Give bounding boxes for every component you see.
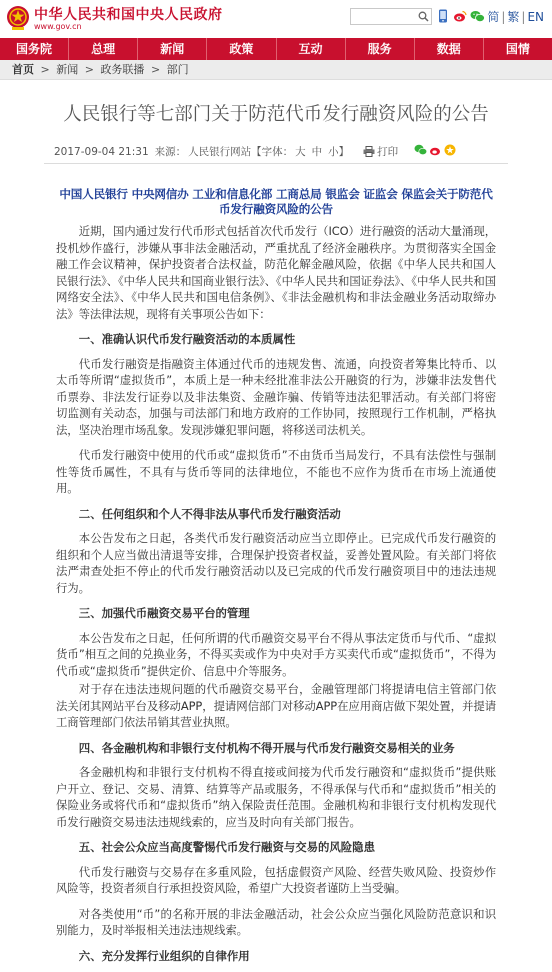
article-date: 2017-09-04 21:31: [54, 145, 149, 158]
share-wechat-icon[interactable]: [414, 144, 427, 159]
nav-item-state-council[interactable]: 国务院: [0, 38, 69, 60]
wechat-icon[interactable]: [470, 9, 484, 23]
font-size-close: 】: [338, 146, 350, 158]
article-meta: [54, 144, 464, 159]
article-paragraph: 对各类使用“币”的名称开展的非法金融活动，社会公众应当强化风险防范意识和识别能力，及时举报相关违法违规线索。: [56, 906, 496, 937]
site-url[interactable]: www.gov.cn: [34, 22, 82, 31]
share-buttons: [414, 144, 458, 159]
breadcrumb-arrow: >: [40, 63, 50, 76]
article-paragraph: 代币发行融资中使用的代币或“虚拟货币”不由货币当局发行，不具有法偿性与强制性等货币属性，不具有与货币等同的法律地位，不能也不应作为货币在市场上流通使用。: [56, 448, 496, 495]
printer-icon: [363, 146, 375, 157]
section-heading: 一、准确认识代币发行融资活动的本质属性: [78, 332, 296, 346]
nav-item-national-profile[interactable]: 国情: [505, 42, 530, 56]
article-source[interactable]: 人民银行网站: [188, 146, 252, 158]
mobile-icon[interactable]: [436, 9, 450, 23]
lang-simplified[interactable]: 简: [487, 9, 500, 24]
article-issuers: 中国人民银行 中央网信办 工业和信息化部 工商总局 银监会 证监会 保监会关于防范代币发行融资风险的公告: [59, 187, 493, 216]
font-size-large[interactable]: 大: [295, 146, 306, 158]
article-body: [56, 187, 496, 972]
nav-item-news[interactable]: 新闻: [138, 38, 207, 60]
breadcrumb-departments[interactable]: 部门: [166, 63, 189, 76]
breadcrumb-government-affairs[interactable]: 政务联播: [100, 63, 145, 76]
weibo-icon[interactable]: [453, 9, 467, 23]
font-size-medium[interactable]: 中: [311, 146, 323, 158]
lang-separator: |: [501, 9, 506, 24]
article-paragraph: 近期，国内通过发行代币形式包括首次代币发行（ICO）进行融资的活动大量涌现，投机炒作盛行，涉嫌从事非法金融活动，严重扰乱了经济金融秩序。为贯彻落实全国金融工作会议精神，保护投资者合法权益，防范化解金融风险，依据《中华人民共和国人民银行法》、《中华人民共和国商业银行法》、《中华人民共和国证券法》、《中华人民共和国网络安全法》、《中华人民共和国电信条例》、《非法金融机构和非法金融业务活动取缔办法》等法律法规，现将有关事项公告如下：: [56, 224, 497, 321]
article-paragraph: 代币发行融资与交易存在多重风险，包括虚假资产风险、经营失败风险、投资炒作风险等，投资者须自行承担投资风险，希望广大投资者谨防上当受骗。: [56, 864, 496, 895]
nav-item-services[interactable]: 服务: [346, 38, 415, 60]
section-heading: 四、各金融机构和非银行支付机构不得开展与代币发行融资交易相关的业务: [78, 740, 455, 755]
article-paragraph: 本公告发布之日起，任何所谓的代币融资交易平台不得从事法定货币与代币、“虚拟货币”相互之间的兑换业务，不得买卖或作为中央对手方买卖代币或“虚拟货币”，不得为代币或“虚拟货币”提供定价、信息中介等服务。: [56, 630, 496, 678]
print-button[interactable]: [363, 144, 398, 159]
nav-item-data[interactable]: 数据: [415, 38, 484, 60]
article-paragraph: 本公告发布之日起，各类代币发行融资活动应当立即停止。已完成代币发行融资的组织和个人应当做出清退等安排，合理保护投资者权益，妥善处置风险。有关部门将依法严肃查处拒不停止的代币发行融资活动以及已完成的代币发行融资项目中的违法违规行为。: [56, 531, 496, 595]
section-heading: 五、社会公众应当高度警惕代币发行融资与交易的风险隐患: [78, 840, 375, 854]
breadcrumb-news[interactable]: 新闻: [56, 63, 79, 76]
breadcrumb-arrow: >: [84, 63, 94, 76]
article-paragraph: 各金融机构和非银行支付机构不得直接或间接为代币发行融资和“虚拟货币”提供账户开立、登记、交易、清算、结算等产品或服务，不得承保与代币和“虚拟货币”相关的保险业务或将代币和“虚拟货币”纳入保险责任范围。金融机构和非银行支付机构发现代币发行融资交易违法违规线索的，应当及时向有关部门报告。: [56, 765, 496, 829]
section-heading: 三、加强代币融资交易平台的管理: [78, 606, 250, 620]
language-switch: [487, 8, 544, 25]
source-label: 来源：: [154, 146, 187, 158]
title-divider: [44, 163, 508, 164]
lang-english[interactable]: EN: [527, 9, 544, 24]
font-size-label: 【字体：: [251, 146, 294, 158]
header-tools: [350, 7, 544, 25]
nav-item-interaction[interactable]: 互动: [277, 38, 346, 60]
article-paragraph: 代币发行融资是指融资主体通过代币的违规发售、流通，向投资者筹集比特币、以太币等所谓“虚拟货币”，本质上是一种未经批准非法公开融资的行为，涉嫌非法发售代币票券、非法发行证券以及非法集资、金融诈骗、传销等违法犯罪活动。有关部门将密切监测有关动态，加强与司法部门和地方政府的工作协同，按照现行工作机制，严格执法，坚决治理市场乱象。发现涉嫌犯罪问题，将移送司法机关。: [56, 356, 496, 437]
breadcrumb: [0, 60, 552, 80]
search-icon[interactable]: [418, 11, 429, 22]
breadcrumb-home[interactable]: 首页: [12, 63, 34, 76]
section-heading: 六、充分发挥行业组织的自律作用: [78, 948, 250, 963]
font-size-small[interactable]: 小: [328, 146, 339, 158]
share-qzone-icon[interactable]: [444, 144, 456, 159]
national-emblem-icon[interactable]: [6, 5, 30, 31]
lang-traditional[interactable]: 繁: [507, 9, 520, 24]
site-header: [0, 0, 552, 36]
section-heading: 二、任何组织和个人不得非法从事代币发行融资活动: [78, 506, 341, 521]
print-label: 打印: [377, 146, 399, 158]
share-weibo-icon[interactable]: [429, 144, 442, 159]
nav-item-premier[interactable]: 总理: [69, 38, 138, 60]
site-name[interactable]: 中华人民共和国中央人民政府: [34, 7, 223, 23]
breadcrumb-arrow: >: [150, 63, 161, 76]
page-title: 人民银行等七部门关于防范代币发行融资风险的公告: [63, 104, 489, 125]
main-nav: [0, 38, 552, 60]
article-paragraph: 对于存在违法违规问题的代币融资交易平台，金融管理部门将提请电信主管部门依法关闭其网站平台及移动APP，提请网信部门对移动APP在应用商店做下架处置，并提请工商管理部门依法吊销其营业执照。: [56, 682, 496, 729]
nav-item-policy[interactable]: 政策: [207, 38, 276, 60]
lang-separator: |: [521, 9, 526, 24]
search-input[interactable]: [350, 8, 432, 25]
